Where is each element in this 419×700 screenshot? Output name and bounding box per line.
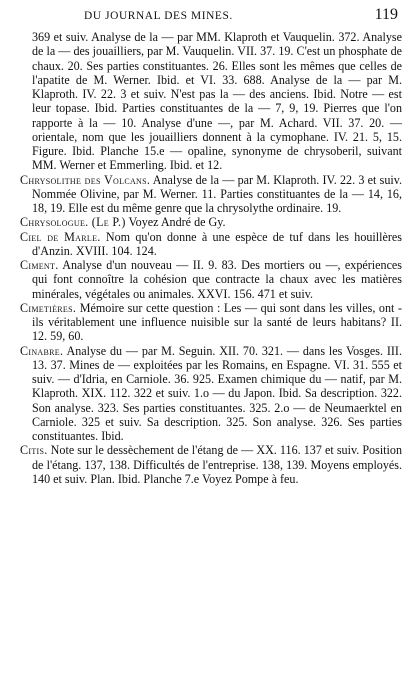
index-entry-cimetieres [18,301,402,344]
index-entry-continuation [18,30,402,173]
page [18,6,402,486]
entry-heading: Cimetières. [20,300,77,315]
index-entries [18,30,402,486]
entry-text: Nom qu'on donne à une espèce de tuf dans les houillères d'Anzin. XVIII. 104. 124. [32,229,402,258]
index-entry-ciel-de-marle [18,230,402,259]
entry-text: 369 et suiv. Analyse de la — par MM. Klaproth et Vauquelin. 372. Analyse de la — des jouailliers, par M. Vauquelin. VII. 37. 19. C'est un phosphate de chaux. 20. Ses parties constituantes. 26. Elles sont les mêmes que celles de l'apatite de M. Werner. Ibid. et VI. 33. 688. Analyse de la — par M. Klaproth. IV. 22. 3 et suiv. N'est pas la — des anciens. Ibid. Notre — est leur topase. Ibid. Parties constituantes de la — 7, 9, 19. Pierres que l'on rapporte à la — 10. Analyse d'une —, par M. Achard. VII. 37. 20. — orientale, nom que les jouailliers donnent à la cymophane. IV. 21. 5, 15. Figure. Ibid. Planche 15.e — opaline, synonyme de chrysoberil, suivant MM. Werner et Emmerling. Ibid. et 12. [32,30,402,173]
entry-heading: Ciment. [20,258,59,272]
page-number: 119 [374,6,398,23]
entry-text: Voyez André de Gy. [128,215,226,230]
entry-heading: Citis. [20,443,48,458]
index-entry-citis [18,443,402,486]
index-entry-ciment [18,258,402,301]
index-entry-cinabre [18,344,402,444]
entry-text: Mémoire sur cette question : Les — qui sont dans les villes, ont - ils véritablement une influence nuisible sur la santé de leurs habitans? II. 12. 59, 60. [32,300,402,344]
entry-text: Analyse d'un nouveau — II. 9. 83. Des mortiers ou —, expériences qui font connoître la cohésion que contracte la chaux avec les matières minérales, végétales ou animales. XXVI. 156. 471 et suiv. [32,258,403,301]
page-header [18,6,402,28]
entry-heading: Chrysolithe des Volcans. [20,172,151,187]
entry-text: Analyse de la — par M. Klaproth. IV. 22. 3 et suiv. Nommée Olivine, par M. Werner. 11. Parties constituantes de la — 14, 16, 18, 19. Elle est du même genre que la chrysolythe ordinaire. 19. [32,172,403,215]
entry-heading: Cinabre. [20,343,64,358]
entry-heading: Ciel de Marle. [20,229,101,244]
entry-text: Analyse du — par M. Seguin. XII. 70. 321. — dans les Vosges. III. 13. 37. Mines de — exploitées par les Romains, en Espagne. VI. 31. 555 et suiv. — d'Idria, en Carniole. 36. 925. Examen chimique du — natif, par M. Klaproth. XIX. 112. 322 et suiv. 1.o — du Japon. Ibid. Sa description. 322. Son analyse. 323. Ses parties constituantes. 325. 2.o — de Neumaerktel en Carniole. 325 et suiv. Sa description. 325. Son analyse. 326. Ses parties constituantes. Ibid. [32,343,402,443]
entry-heading: Chrysologue. (Le P.) [20,215,126,230]
running-title: DU JOURNAL DES MINES. [84,10,233,22]
index-entry-chrysologue [18,215,402,229]
entry-text: Note sur le dessèchement de l'étang de — XX. 116. 137 et suiv. Position de l'étang. 137, 138. Difficultés de l'entreprise. 138, 139. Moyens employés. 140 et suiv. Plan. Ibid. Planche 7.e Voyez Pompe à feu. [32,443,402,486]
index-entry-chrysolithe-des-volcans [18,173,402,216]
